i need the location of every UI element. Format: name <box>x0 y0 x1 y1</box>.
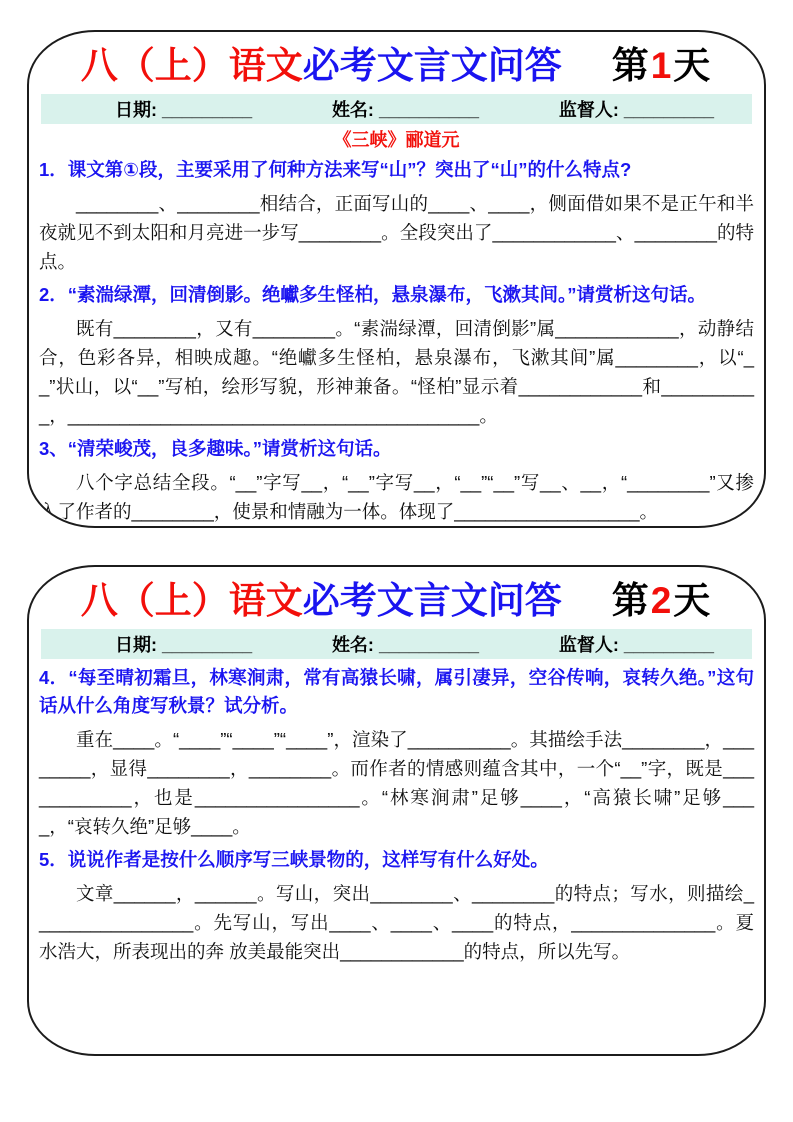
answer-5: 文章______，______。写山，突出________、________的特点；写水，则描绘________________。先写山，写出____、____、____的特点，______________。夏水浩大，所表现出的奔 放美最能突出____________的特点，所以先写。 <box>39 882 754 962</box>
date-blank: _________ <box>162 99 253 120</box>
supervisor-label: 监督人: <box>558 634 619 655</box>
date-field <box>115 96 252 122</box>
page-title <box>81 580 562 623</box>
answer-1: ________、________相结合，正面写山的____、____，侧面借如果不是正午和半夜就见不到太阳和月亮进一步写________。全段突出了____________、________的特点。 <box>39 192 754 272</box>
info-bar-day2 <box>41 629 752 659</box>
question-4: 4．“每至晴初霜旦，林寒涧肃，常有高猿长啸，属引凄异，空谷传响，哀转久绝。”这句话从什么角度写秋景？试分析。 <box>39 666 754 716</box>
supervisor-blank: _________ <box>623 634 714 655</box>
question-3: 3、“清荣峻茂，良多趣味。”请赏析这句话。 <box>39 437 392 459</box>
day-suffix: 天 <box>673 45 713 86</box>
day-number: 1 <box>650 45 674 86</box>
title-subject-part: 必考文言文问答 <box>302 580 562 621</box>
question-2: 2．“素湍绿潭，回清倒影。绝巘多生怪柏，悬泉瀑布，飞漱其间。”请赏析这句话。 <box>39 283 707 305</box>
day-label <box>612 45 713 88</box>
name-field <box>332 96 479 122</box>
day-prefix: 第 <box>611 580 651 621</box>
date-label: 日期: <box>115 634 157 655</box>
worksheet-card-day1 <box>27 30 766 528</box>
title-subject-part: 必考文言文问答 <box>302 45 562 86</box>
answer-3: 八个字总结全段。“__”字写__，“__”字写__，“__”“__”写__、__，“________”又掺入了作者的________，使景和情融为一体。体现了__________________。 <box>39 471 754 522</box>
supervisor-field <box>559 631 714 657</box>
name-blank: __________ <box>378 99 480 120</box>
date-blank: _________ <box>162 634 253 655</box>
answer-4: 重在____。“____”“____”“____”，渲染了__________。其描绘手法________，________，显得________，________。而作者的情感则蕴含其中，一个“__”字，既是____________，也是________________。“林寒涧肃”足够____，“高猿长啸”足够____，“哀转久绝”足够____。 <box>39 728 754 837</box>
question-1: 1．课文第①段，主要采用了何种方法来写“山”？突出了“山”的什么特点? <box>39 158 632 180</box>
worksheet-card-day2 <box>27 565 766 1056</box>
info-bar-day1 <box>41 94 752 124</box>
card-title-day2 <box>39 580 754 623</box>
title-course-part: 八（上）语文 <box>80 580 303 621</box>
name-field <box>332 631 479 657</box>
card-title-day1 <box>39 45 754 88</box>
day-prefix: 第 <box>611 45 651 86</box>
lesson-subtitle: 《三峡》郦道元 <box>333 129 460 150</box>
day-suffix: 天 <box>673 580 713 621</box>
date-label: 日期: <box>115 99 157 120</box>
supervisor-blank: _________ <box>623 99 714 120</box>
day-number: 2 <box>650 580 674 621</box>
question-5: 5．说说作者是按什么顺序写三峡景物的，这样写有什么好处。 <box>39 848 549 870</box>
date-field <box>115 631 252 657</box>
name-label: 姓名: <box>331 634 374 655</box>
day-label <box>612 580 713 623</box>
answer-2: 既有________，又有________。“素湍绿潭，回清倒影”属____________，动静结合，色彩各异，相映成趣。“绝巘多生怪柏，悬泉瀑布，飞漱其间”属________，以“__”状山，以“__”写柏，绘形写貌，形神兼备。“怪柏”显示着____________和__________，________________________________________。 <box>39 317 754 426</box>
supervisor-field <box>559 96 714 122</box>
supervisor-label: 监督人: <box>558 99 619 120</box>
name-blank: __________ <box>378 634 480 655</box>
page-title <box>81 45 562 88</box>
title-course-part: 八（上）语文 <box>80 45 303 86</box>
name-label: 姓名: <box>331 99 374 120</box>
